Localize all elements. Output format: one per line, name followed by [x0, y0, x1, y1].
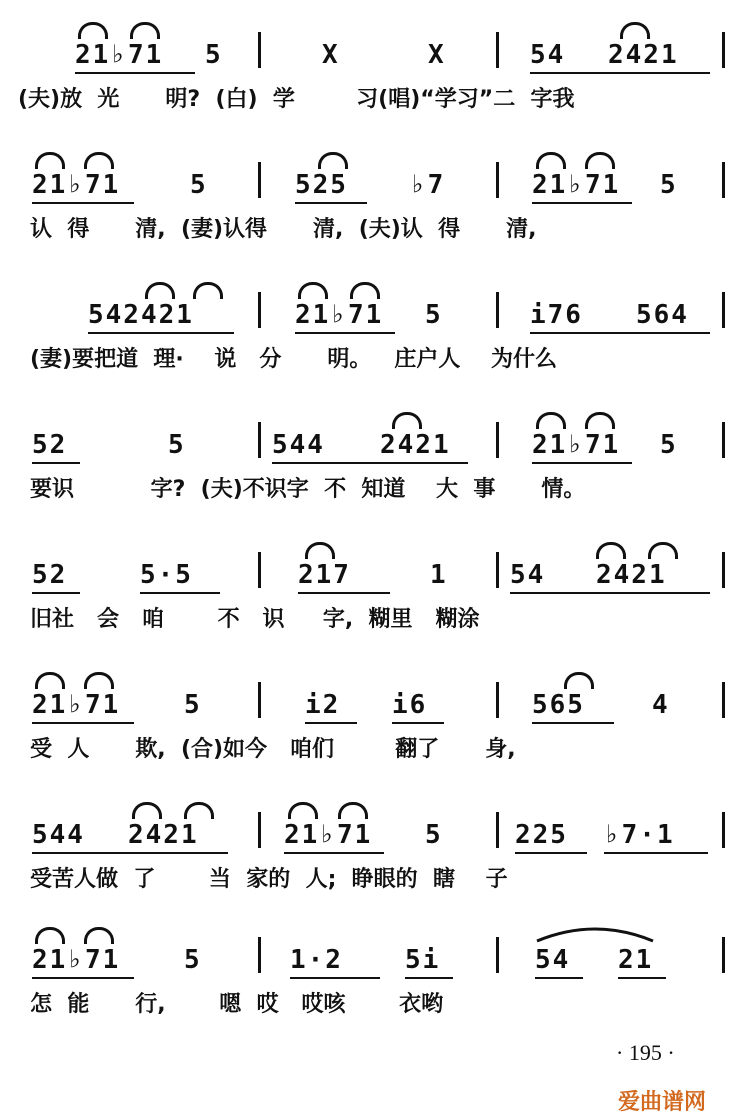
note-group: 52 — [32, 560, 68, 590]
note-group: 1·2 — [290, 945, 343, 975]
note-group: 5 — [660, 170, 678, 200]
beam-line — [604, 852, 708, 854]
slur-mark — [184, 802, 214, 819]
notation-row — [0, 670, 750, 730]
notation-row — [0, 540, 750, 600]
note-group: 5 — [425, 820, 443, 850]
beam-line — [88, 332, 234, 334]
bar-line — [496, 552, 499, 588]
slur-mark — [35, 672, 65, 689]
bar-line — [258, 552, 261, 588]
beam-line — [535, 977, 583, 979]
notation-row — [0, 20, 750, 80]
note-group: i2 — [305, 690, 341, 720]
beam-line — [305, 722, 357, 724]
score-line-6 — [0, 670, 750, 790]
bar-line — [258, 292, 261, 328]
note-group: 2421 — [608, 40, 679, 70]
note-group: 542421 — [88, 300, 194, 330]
bar-line — [722, 552, 725, 588]
note-group: 564 — [636, 300, 689, 330]
score-line-2 — [0, 150, 750, 270]
lyrics-text: 旧社 会 咱 不 识 字, 糊里 糊涂 — [30, 607, 480, 632]
note-group: 5 — [425, 300, 443, 330]
page-number: · 195 · — [616, 1040, 675, 1065]
slur-mark — [78, 22, 108, 39]
lyrics-text: 怎 能 行, 嗯 哎 哎咳 衣哟 — [30, 992, 444, 1017]
slur-mark — [84, 152, 114, 169]
beam-line — [32, 592, 80, 594]
note-group: 565 — [532, 690, 585, 720]
slur-mark — [193, 282, 223, 299]
bar-line — [722, 162, 725, 198]
note-group: X — [322, 40, 340, 70]
note-group: 1 — [430, 560, 448, 590]
slur-mark — [338, 802, 368, 819]
lyrics-text: 要识 字? (夫)不识字 不 知道 大 事 情。 — [30, 477, 586, 502]
note-group: 4 — [652, 690, 670, 720]
beam-line — [392, 722, 444, 724]
bar-line — [496, 812, 499, 848]
note-group: 5 — [184, 690, 202, 720]
note-group: 21♭71 — [532, 170, 621, 200]
beam-line — [515, 852, 587, 854]
beam-line — [32, 202, 134, 204]
note-group: 21♭71 — [532, 430, 621, 460]
beam-line — [295, 332, 395, 334]
bar-line — [496, 32, 499, 68]
notation-row — [0, 150, 750, 210]
bar-line — [722, 292, 725, 328]
beam-line — [32, 462, 80, 464]
bar-line — [722, 32, 725, 68]
beam-line — [618, 977, 666, 979]
beam-line — [298, 592, 390, 594]
slur-mark — [350, 282, 380, 299]
slur-mark — [648, 542, 678, 559]
slur-mark — [564, 672, 594, 689]
note-group: i76 — [530, 300, 583, 330]
score-line-4 — [0, 410, 750, 530]
bar-line — [258, 682, 261, 718]
tie-arc — [535, 923, 655, 943]
note-group: 21 — [618, 945, 654, 975]
bar-line — [722, 422, 725, 458]
beam-line — [532, 462, 632, 464]
bar-line — [258, 32, 261, 68]
bar-line — [496, 162, 499, 198]
bar-line — [496, 937, 499, 973]
bar-line — [496, 422, 499, 458]
slur-mark — [35, 927, 65, 944]
beam-line — [32, 977, 134, 979]
slur-mark — [318, 152, 348, 169]
beam-line — [530, 72, 710, 74]
note-group: 54 — [530, 40, 566, 70]
slur-mark — [84, 672, 114, 689]
note-group: 525 — [295, 170, 348, 200]
note-group: 21♭71 — [32, 945, 121, 975]
beam-line — [75, 72, 195, 74]
bar-line — [496, 292, 499, 328]
slur-mark — [145, 282, 175, 299]
note-group: 5 — [190, 170, 208, 200]
slur-mark — [130, 22, 160, 39]
note-group: 5i — [405, 945, 441, 975]
bar-line — [258, 812, 261, 848]
beam-line — [272, 462, 468, 464]
slur-mark — [288, 802, 318, 819]
note-group: 544 — [272, 430, 325, 460]
beam-line — [295, 202, 367, 204]
beam-line — [32, 852, 228, 854]
beam-line — [284, 852, 384, 854]
slur-mark — [298, 282, 328, 299]
note-group: 54 — [510, 560, 546, 590]
score-line-7 — [0, 800, 750, 920]
slur-mark — [392, 412, 422, 429]
score-line-5 — [0, 540, 750, 660]
note-group: 21♭71 — [32, 690, 121, 720]
note-group: ♭7·1 — [604, 820, 675, 850]
slur-mark — [585, 152, 615, 169]
note-group: 2421 — [596, 560, 667, 590]
notation-row — [0, 280, 750, 340]
slur-mark — [596, 542, 626, 559]
note-group: 5 — [205, 40, 223, 70]
lyrics-text: (妻)要把道 理· 说 分 明。 庄户人 为什么 — [30, 347, 557, 372]
note-group: 21♭71 — [284, 820, 373, 850]
note-group: 544 — [32, 820, 85, 850]
beam-line — [532, 202, 632, 204]
beam-line — [532, 722, 614, 724]
note-group: 5·5 — [140, 560, 193, 590]
bar-line — [258, 422, 261, 458]
beam-line — [32, 722, 134, 724]
note-group: X — [428, 40, 446, 70]
note-group: ♭7 — [410, 170, 446, 200]
note-group: 2421 — [128, 820, 199, 850]
note-group: 217 — [298, 560, 351, 590]
note-group: 5 — [184, 945, 202, 975]
note-group: 5 — [660, 430, 678, 460]
notation-row — [0, 410, 750, 470]
notation-row — [0, 925, 750, 985]
note-group: 225 — [515, 820, 568, 850]
note-group: 54 — [535, 945, 571, 975]
slur-mark — [620, 22, 650, 39]
note-group: 5 — [168, 430, 186, 460]
beam-line — [290, 977, 380, 979]
bar-line — [722, 682, 725, 718]
beam-line — [530, 332, 710, 334]
beam-line — [405, 977, 453, 979]
score-line-3 — [0, 280, 750, 400]
slur-mark — [536, 412, 566, 429]
bar-line — [258, 937, 261, 973]
score-line-1 — [0, 20, 750, 140]
lyrics-text: 认 得 清, (妻)认得 清, (夫)认 得 清, — [30, 217, 537, 242]
bar-line — [722, 937, 725, 973]
slur-mark — [305, 542, 335, 559]
note-group: 21♭71 — [295, 300, 384, 330]
bar-line — [496, 682, 499, 718]
slur-mark — [132, 802, 162, 819]
site-watermark: 爱曲谱网 — [618, 1090, 707, 1115]
lyrics-text: (夫)放 光 明? (白) 学 习(唱)“学习”二 字我 — [18, 87, 575, 112]
note-group: i6 — [392, 690, 428, 720]
score-line-8 — [0, 925, 750, 1045]
note-group: 21♭71 — [75, 40, 164, 70]
slur-mark — [35, 152, 65, 169]
note-group: 52 — [32, 430, 68, 460]
lyrics-text: 受苦人做 了 当 家的 人; 睁眼的 瞎 子 — [30, 867, 508, 892]
beam-line — [140, 592, 220, 594]
bar-line — [258, 162, 261, 198]
slur-mark — [585, 412, 615, 429]
beam-line — [510, 592, 710, 594]
slur-mark — [536, 152, 566, 169]
note-group: 21♭71 — [32, 170, 121, 200]
bar-line — [722, 812, 725, 848]
notation-row — [0, 800, 750, 860]
note-group: 2421 — [380, 430, 451, 460]
slur-mark — [84, 927, 114, 944]
lyrics-text: 受 人 欺, (合)如今 咱们 翻了 身, — [30, 737, 516, 762]
